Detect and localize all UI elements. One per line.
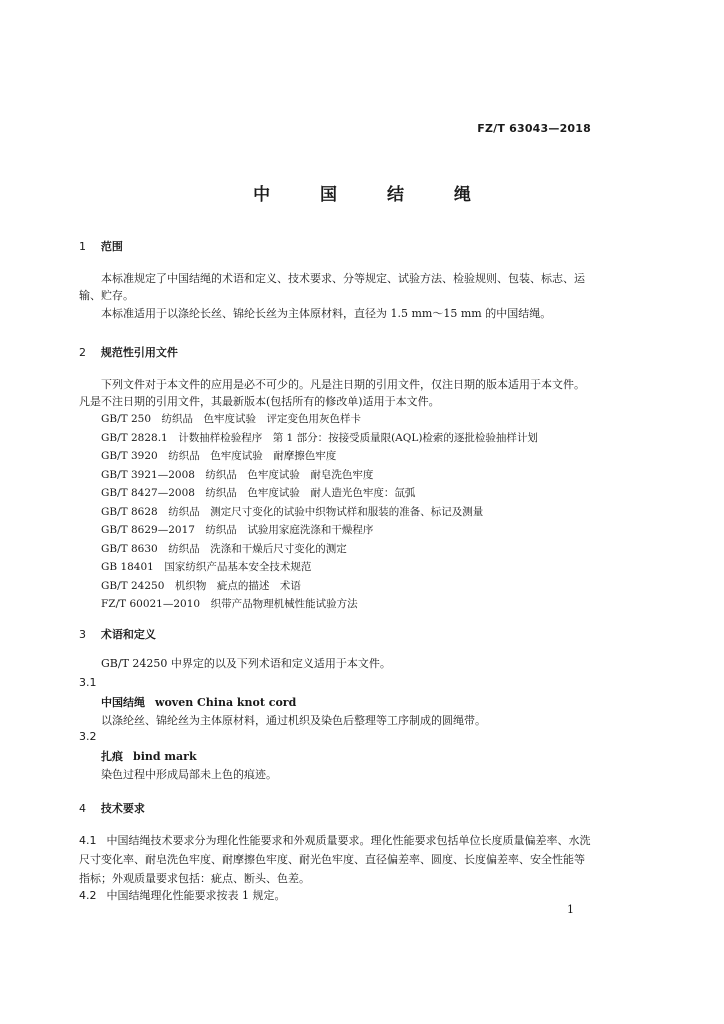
reference-item: GB/T 250 纺织品 色牢度试验 评定变色用灰色样卡	[101, 413, 362, 425]
reference-item: GB/T 3921—2008 纺织品 色牢度试验 耐皂洗色牢度	[101, 468, 374, 481]
term-zh: 中国结绳	[101, 696, 145, 709]
document-title: 中 国 结 绳	[253, 185, 493, 205]
reference-item: GB/T 8427—2008 纺织品 色牢度试验 耐人造光色牢度：氙弧	[101, 487, 416, 499]
term-heading	[101, 748, 197, 764]
page-number: 1	[567, 903, 574, 916]
clause-number: 4.1	[79, 834, 97, 847]
section-number: 2	[79, 346, 86, 359]
term-number: 3.2	[79, 730, 97, 743]
term-en: woven China knot cord	[155, 696, 297, 709]
reference-item: GB/T 8629—2017 纺织品 试验用家庭洗涤和干燥程序	[101, 524, 374, 536]
standard-code: FZ/T 63043—2018	[477, 122, 591, 135]
reference-item: GB 18401 国家纺织产品基本安全技术规范	[101, 561, 312, 573]
term-definition: 以涤纶丝、锦纶丝为主体原材料，通过机织及染色后整理等工序制成的圆绳带。	[101, 714, 486, 727]
reference-item: GB/T 2828.1 计数抽样检验程序 第 1 部分：按接受质量限(AQL)检索的逐批检验抽样计划	[101, 431, 538, 444]
section-number: 1	[79, 240, 86, 253]
section-4-heading	[79, 800, 145, 816]
section-2-heading	[79, 344, 178, 360]
section-title: 技术要求	[100, 802, 145, 815]
reference-item: FZ/T 60021—2010 织带产品物理机械性能试验方法	[101, 598, 358, 610]
section-title: 术语和定义	[100, 628, 156, 641]
sec3-intro: GB/T 24250 中界定的以及下列术语和定义适用于本文件。	[101, 657, 391, 670]
clause-4-1	[79, 831, 595, 888]
section-3-heading	[79, 626, 156, 642]
reference-item: GB/T 8630 纺织品 洗涤和干燥后尺寸变化的测定	[101, 542, 347, 555]
section-title: 范围	[100, 240, 123, 253]
term-heading	[101, 694, 296, 710]
clause-text: 中国结绳理化性能要求按表 1 规定。	[106, 889, 286, 902]
reference-item: GB/T 8628 纺织品 测定尺寸变化的试验中织物试样和服装的准备、标记及测量	[101, 505, 484, 518]
clause-text: 中国结绳技术要求分为理化性能要求和外观质量要求。理化性能要求包括单位长度质量偏差率、水洗尺寸变化率、耐皂洗色牢度、耐摩擦色牢度、耐光色牢度、直径偏差率、圆度、长度偏差率、安全性能等指标；外观质量要求包括：疵点、断头、色差。	[79, 834, 591, 885]
reference-item: GB/T 24250 机织物 疵点的描述 术语	[101, 579, 301, 592]
reference-list	[101, 410, 538, 614]
term-en: bind mark	[133, 750, 197, 763]
clause-number: 4.2	[79, 889, 97, 902]
section-number: 4	[79, 802, 86, 815]
section-1-heading	[79, 238, 123, 254]
sec1-paragraph: 本标准规定了中国结绳的术语和定义、技术要求、分等规定、试验方法、检验规则、包装、标志、运输、贮存。	[79, 272, 585, 302]
section-number: 3	[79, 628, 86, 641]
clause-4-2	[79, 886, 595, 905]
sec2-intro: 下列文件对于本文件的应用是必不可少的。凡是注日期的引用文件，仅注日期的版本适用于本文件。凡是不注日期的引用文件，其最新版本(包括所有的修改单)适用于本文件。	[79, 378, 585, 408]
section-title: 规范性引用文件	[100, 346, 178, 359]
sec1-paragraph: 本标准适用于以涤纶长丝、锦纶长丝为主体原材料，直径为 1.5 mm～15 mm 的中国结绳。	[101, 307, 552, 320]
term-definition: 染色过程中形成局部未上色的痕迹。	[101, 768, 277, 781]
term-number: 3.1	[79, 676, 97, 689]
term-zh: 扎痕	[101, 750, 123, 763]
reference-item: GB/T 3920 纺织品 色牢度试验 耐摩擦色牢度	[101, 450, 337, 462]
